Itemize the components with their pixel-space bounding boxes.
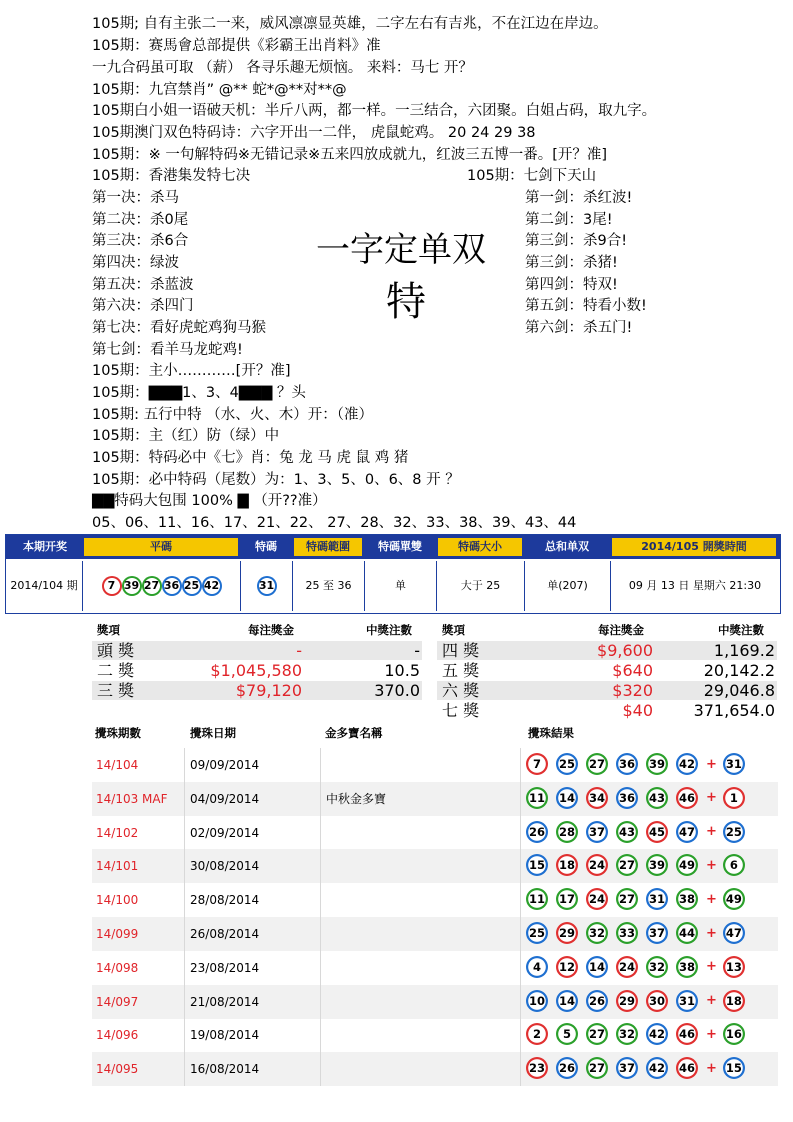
result-period: 14/101 bbox=[96, 859, 139, 874]
prize-amount: $79,120 bbox=[235, 681, 302, 700]
special-ball-icon: 49 bbox=[723, 888, 745, 910]
ball-icon: 17 bbox=[556, 888, 578, 910]
ball-icon: 28 bbox=[556, 821, 578, 843]
ball-icon: 33 bbox=[616, 922, 638, 944]
column-divider bbox=[184, 985, 185, 1019]
plus-icon: + bbox=[706, 756, 717, 772]
results-row bbox=[92, 849, 778, 883]
results-header-name: 金多寶名稱 bbox=[325, 726, 383, 740]
ball-icon: 34 bbox=[586, 787, 608, 809]
special-ball-icon: 18 bbox=[723, 990, 745, 1012]
prize-name: 六 獎 bbox=[442, 681, 480, 700]
ball-icon: 32 bbox=[586, 922, 608, 944]
column-divider bbox=[520, 849, 521, 883]
special-ball-icon: 31 bbox=[257, 576, 277, 596]
prize-left-header-amount: 每注獎金 bbox=[248, 623, 294, 637]
handwritten-char: 特 bbox=[386, 279, 426, 325]
period-cell: 2014/104 期 bbox=[6, 561, 83, 611]
ball-icon: 25 bbox=[526, 922, 548, 944]
result-period: 14/103 MAF bbox=[96, 791, 168, 806]
ball-icon: 10 bbox=[526, 990, 548, 1012]
ball-icon: 38 bbox=[676, 888, 698, 910]
right-col-5: 第四剑：特双! bbox=[525, 277, 618, 293]
prize-right-header-amount: 每注獎金 bbox=[598, 623, 644, 637]
prize-name: 四 獎 bbox=[442, 641, 480, 660]
prize-name: 頭 獎 bbox=[97, 641, 135, 660]
text-line-6: 105期澳门双色特码诗：六字开出一二伴， 虎鼠蛇鸡。 20 24 29 38 bbox=[92, 125, 536, 141]
left-col-3: 第三决：杀6合 bbox=[92, 233, 189, 249]
result-balls bbox=[526, 854, 753, 878]
column-divider bbox=[320, 951, 321, 985]
result-date: 09/09/2014 bbox=[190, 758, 260, 772]
right-col-4: 第三剑：杀猪! bbox=[525, 255, 618, 271]
ball-icon: 37 bbox=[616, 1057, 638, 1079]
result-date: 21/08/2014 bbox=[190, 994, 260, 1009]
results-row bbox=[92, 748, 778, 782]
text-line-13: 105期：特码必中《七》肖：兔 龙 马 虎 鼠 鸡 猪 bbox=[92, 450, 409, 466]
prize-count: 370.0 bbox=[374, 681, 420, 700]
plus-icon: + bbox=[706, 925, 717, 941]
left-col-8: 第七剑：看羊马龙蛇鸡! bbox=[92, 342, 243, 358]
column-divider bbox=[184, 816, 185, 850]
plus-icon: + bbox=[706, 891, 717, 907]
result-date: 23/08/2014 bbox=[190, 960, 260, 975]
result-date: 02/09/2014 bbox=[190, 825, 260, 840]
ball-icon: 14 bbox=[586, 956, 608, 978]
odd-even-cell: 单 bbox=[365, 561, 437, 611]
column-divider bbox=[184, 849, 185, 883]
ball-icon: 24 bbox=[586, 854, 608, 876]
special-ball-icon: 31 bbox=[723, 753, 745, 775]
result-balls bbox=[526, 922, 753, 946]
ball-icon: 36 bbox=[616, 787, 638, 809]
text-line-10: 105期：▇▇▇1、3、4▇▇▇ ？头 bbox=[92, 385, 306, 401]
prize-count: 20,142.2 bbox=[703, 661, 775, 680]
ball-icon: 27 bbox=[586, 1057, 608, 1079]
ball-icon: 49 bbox=[676, 854, 698, 876]
ball-icon: 12 bbox=[556, 956, 578, 978]
column-divider bbox=[320, 816, 321, 850]
ball-icon: 7 bbox=[102, 576, 122, 596]
ball-icon: 29 bbox=[556, 922, 578, 944]
column-divider bbox=[184, 748, 185, 782]
ball-icon: 44 bbox=[676, 922, 698, 944]
ball-icon: 27 bbox=[586, 753, 608, 775]
prize-right-header-count: 中獎注數 bbox=[718, 623, 764, 637]
text-line-14: 105期：必中特码（尾数）为：1、3、5、0、6、8 开 ？ bbox=[92, 472, 460, 488]
result-period: 14/095 bbox=[96, 1062, 139, 1077]
prize-count: - bbox=[414, 641, 420, 660]
result-period: 14/097 bbox=[96, 994, 139, 1009]
left-col-1: 第一决：杀马 bbox=[92, 190, 179, 206]
results-header-period: 攪珠期數 bbox=[95, 726, 141, 740]
plus-icon: + bbox=[706, 824, 717, 840]
header-special-number: 特碼 bbox=[255, 540, 277, 553]
results-row bbox=[92, 816, 778, 850]
ball-icon: 46 bbox=[676, 1023, 698, 1045]
text-line-4: 105期：九宫禁肖” @** 蛇*@**对**@ bbox=[92, 82, 347, 98]
ball-icon: 18 bbox=[556, 854, 578, 876]
column-divider bbox=[320, 1018, 321, 1052]
results-header-result: 攪珠結果 bbox=[528, 726, 574, 740]
column-divider bbox=[520, 917, 521, 951]
column-divider bbox=[520, 782, 521, 816]
column-divider bbox=[184, 782, 185, 816]
result-date: 28/08/2014 bbox=[190, 893, 260, 908]
ball-icon: 7 bbox=[526, 753, 548, 775]
prize-amount: $320 bbox=[612, 681, 653, 700]
ball-icon: 24 bbox=[586, 888, 608, 910]
column-divider bbox=[520, 816, 521, 850]
text-line-12: 105期：主（红）防（绿）中 bbox=[92, 428, 280, 444]
right-col-1: 第一剑：杀红波! bbox=[525, 190, 633, 206]
column-divider bbox=[520, 748, 521, 782]
ball-icon: 39 bbox=[646, 854, 668, 876]
info-data-row bbox=[6, 561, 780, 611]
prize-left-header-name: 獎項 bbox=[97, 623, 120, 637]
ball-icon: 36 bbox=[162, 576, 182, 596]
text-line-11: 105期: 五行中特 （水、火、木）开：（准） bbox=[92, 407, 374, 423]
prize-right-header-name: 獎項 bbox=[442, 623, 465, 637]
results-header-date: 攪珠日期 bbox=[190, 726, 236, 740]
plus-icon: + bbox=[706, 1060, 717, 1076]
text-line-3: 一九合码虽可取 （薪） 各寻乐趣无烦恼。 来料：马七 开？ bbox=[92, 60, 473, 76]
result-balls bbox=[526, 956, 753, 980]
text-line-2: 105期：赛馬會总部提供《彩霸王出肖料》准 bbox=[92, 38, 381, 54]
ball-icon: 43 bbox=[616, 821, 638, 843]
left-col-4: 第四决：绿波 bbox=[92, 255, 179, 271]
text-line-1: 105期; 自有主张二一来，威风凛凛显英雄，二字左右有吉兆，不在江边在岸边。 bbox=[92, 16, 608, 32]
left-col-5: 第五决：杀蓝波 bbox=[92, 277, 194, 293]
range-cell: 25 至 36 bbox=[293, 561, 365, 611]
special-ball-cell bbox=[241, 561, 293, 611]
ball-icon: 25 bbox=[182, 576, 202, 596]
handwritten-title: 一字定单双 bbox=[316, 230, 486, 270]
ball-icon: 26 bbox=[586, 990, 608, 1012]
ball-icon: 42 bbox=[646, 1023, 668, 1045]
prize-right-row bbox=[437, 641, 777, 660]
left-col-6: 第六决：杀四门 bbox=[92, 298, 194, 314]
header-regular-numbers: 平碼 bbox=[84, 538, 238, 556]
ball-icon: 26 bbox=[526, 821, 548, 843]
ball-icon: 36 bbox=[616, 753, 638, 775]
left-col-2: 第二决：杀0尾 bbox=[92, 212, 189, 228]
prize-name: 七 獎 bbox=[442, 701, 480, 720]
prize-amount: $640 bbox=[612, 661, 653, 680]
result-balls bbox=[526, 821, 753, 845]
prize-count: 371,654.0 bbox=[693, 701, 775, 720]
plus-icon: + bbox=[706, 959, 717, 975]
column-divider bbox=[520, 1052, 521, 1086]
column-divider bbox=[320, 917, 321, 951]
ball-icon: 14 bbox=[556, 787, 578, 809]
column-divider bbox=[320, 849, 321, 883]
prize-left-row bbox=[92, 641, 422, 660]
prize-amount: $40 bbox=[622, 701, 653, 720]
plus-icon: + bbox=[706, 1026, 717, 1042]
column-divider bbox=[520, 951, 521, 985]
result-period: 14/099 bbox=[96, 927, 139, 941]
header-special-odd-even: 特碼單雙 bbox=[378, 540, 422, 553]
plus-icon: + bbox=[706, 857, 717, 873]
special-ball-icon: 15 bbox=[723, 1057, 745, 1079]
text-line-9: 105期：主小…………[开？准] bbox=[92, 363, 291, 379]
ball-icon: 29 bbox=[616, 990, 638, 1012]
result-date: 30/08/2014 bbox=[190, 859, 260, 874]
right-col-6: 第五剑：特看小数! bbox=[525, 298, 647, 314]
result-date: 19/08/2014 bbox=[190, 1028, 260, 1043]
column-divider bbox=[320, 1052, 321, 1086]
result-balls bbox=[526, 1057, 753, 1081]
special-ball-icon: 6 bbox=[723, 854, 745, 876]
special-ball-icon: 25 bbox=[723, 821, 745, 843]
ball-icon: 25 bbox=[556, 753, 578, 775]
prize-name: 三 獎 bbox=[97, 681, 135, 700]
ball-icon: 27 bbox=[616, 854, 638, 876]
column-divider bbox=[184, 951, 185, 985]
prize-amount: $1,045,580 bbox=[210, 661, 302, 680]
ball-icon: 23 bbox=[526, 1057, 548, 1079]
ball-icon: 32 bbox=[646, 956, 668, 978]
prize-left-row bbox=[92, 681, 422, 700]
prize-count: 10.5 bbox=[384, 661, 420, 680]
ball-icon: 38 bbox=[676, 956, 698, 978]
ball-icon: 39 bbox=[122, 576, 142, 596]
column-divider bbox=[184, 1052, 185, 1086]
text-line-16: 05、06、11、16、17、21、22、 27、28、32、33、38、39、43、44 bbox=[92, 515, 577, 531]
column-divider bbox=[184, 917, 185, 951]
ball-icon: 46 bbox=[676, 1057, 698, 1079]
right-col-3: 第三剑：杀9合! bbox=[525, 233, 628, 249]
result-balls bbox=[526, 888, 753, 912]
draw-info-table bbox=[5, 534, 781, 614]
ball-icon: 14 bbox=[556, 990, 578, 1012]
prize-name: 二 獎 bbox=[97, 661, 135, 680]
results-row bbox=[92, 951, 778, 985]
result-period: 14/102 bbox=[96, 825, 139, 840]
ball-icon: 27 bbox=[142, 576, 162, 596]
prize-right-row bbox=[437, 701, 777, 720]
text-line-7: 105期：※ 一句解特码※无错记录※五来四放成就九，红波三五博一番。[开？准] bbox=[92, 147, 608, 163]
prize-name: 五 獎 bbox=[442, 661, 480, 680]
result-date: 16/08/2014 bbox=[190, 1062, 260, 1077]
size-cell: 大于 25 bbox=[437, 561, 525, 611]
result-balls bbox=[526, 787, 753, 811]
time-cell: 09 月 13 日 星期六 21:30 bbox=[628, 579, 762, 592]
ball-icon: 27 bbox=[586, 1023, 608, 1045]
result-name: 中秋金多寶 bbox=[326, 791, 387, 806]
special-ball-icon: 1 bbox=[723, 787, 745, 809]
header-next-draw-time: 2014/105 開獎時間 bbox=[612, 538, 776, 556]
ball-icon: 2 bbox=[526, 1023, 548, 1045]
result-period: 14/096 bbox=[96, 1028, 139, 1043]
ball-icon: 42 bbox=[676, 753, 698, 775]
result-date: 26/08/2014 bbox=[190, 927, 260, 941]
result-period: 14/100 bbox=[96, 893, 139, 908]
prize-left-header-count: 中獎注數 bbox=[366, 623, 412, 637]
prize-count: 29,046.8 bbox=[703, 681, 775, 700]
column-divider bbox=[520, 883, 521, 917]
sum-cell: 单(207) bbox=[525, 561, 611, 611]
column-divider bbox=[320, 883, 321, 917]
results-row bbox=[92, 883, 778, 917]
header-current-draw: 本期开奖 bbox=[23, 540, 67, 553]
prize-right-row bbox=[437, 661, 777, 680]
ball-icon: 5 bbox=[556, 1023, 578, 1045]
special-ball-icon: 13 bbox=[723, 956, 745, 978]
ball-icon: 11 bbox=[526, 888, 548, 910]
result-period: 14/098 bbox=[96, 960, 139, 975]
ball-icon: 43 bbox=[646, 787, 668, 809]
info-header-row bbox=[6, 535, 780, 559]
column-divider bbox=[320, 782, 321, 816]
prize-amount: $9,600 bbox=[597, 641, 653, 660]
prize-count: 1,169.2 bbox=[713, 641, 775, 660]
ball-icon: 15 bbox=[526, 854, 548, 876]
header-special-size: 特碼大小 bbox=[438, 538, 522, 556]
ball-icon: 42 bbox=[646, 1057, 668, 1079]
prize-right-row bbox=[437, 681, 777, 700]
ball-icon: 37 bbox=[646, 922, 668, 944]
result-balls bbox=[526, 1023, 753, 1047]
column-divider bbox=[320, 985, 321, 1019]
text-line-8-right: 105期：七剑下天山 bbox=[467, 168, 597, 184]
text-line-8: 105期：香港集发特七决 bbox=[92, 168, 251, 184]
special-ball-icon: 47 bbox=[723, 922, 745, 944]
ball-icon: 26 bbox=[556, 1057, 578, 1079]
column-divider bbox=[520, 985, 521, 1019]
ball-icon: 24 bbox=[616, 956, 638, 978]
plus-icon: + bbox=[706, 790, 717, 806]
text-line-5: 105期白小姐一语破天机：半斤八两，都一样。一三结合，六团聚。白姐占码，取九字。 bbox=[92, 103, 657, 119]
ball-icon: 11 bbox=[526, 787, 548, 809]
header-sum-odd-even: 总和单双 bbox=[545, 540, 589, 553]
column-divider bbox=[184, 883, 185, 917]
ball-icon: 27 bbox=[616, 888, 638, 910]
ball-icon: 42 bbox=[202, 576, 222, 596]
right-col-7: 第六剑：杀五门! bbox=[525, 320, 633, 336]
results-row bbox=[92, 1018, 778, 1052]
result-date: 04/09/2014 bbox=[190, 791, 260, 806]
result-balls bbox=[526, 753, 753, 777]
ball-icon: 47 bbox=[676, 821, 698, 843]
ball-icon: 4 bbox=[526, 956, 548, 978]
header-special-range: 特碼範圍 bbox=[294, 538, 362, 556]
ball-icon: 39 bbox=[646, 753, 668, 775]
column-divider bbox=[320, 748, 321, 782]
results-row bbox=[92, 782, 778, 816]
special-ball-icon: 16 bbox=[723, 1023, 745, 1045]
prize-left-row bbox=[92, 661, 422, 680]
regular-balls-cell bbox=[83, 561, 241, 611]
ball-icon: 32 bbox=[616, 1023, 638, 1045]
ball-icon: 45 bbox=[646, 821, 668, 843]
results-row bbox=[92, 917, 778, 951]
result-balls bbox=[526, 990, 753, 1014]
results-row bbox=[92, 985, 778, 1019]
ball-icon: 37 bbox=[586, 821, 608, 843]
prize-amount: - bbox=[296, 641, 302, 660]
ball-icon: 30 bbox=[646, 990, 668, 1012]
ball-icon: 46 bbox=[676, 787, 698, 809]
result-period: 14/104 bbox=[96, 758, 139, 772]
plus-icon: + bbox=[706, 993, 717, 1009]
column-divider bbox=[520, 1018, 521, 1052]
left-col-7: 第七决：看好虎蛇鸡狗马猴 bbox=[92, 320, 266, 336]
ball-icon: 31 bbox=[676, 990, 698, 1012]
text-line-15: ▇▇特码大包围 100% ▇ （开??准） bbox=[92, 493, 327, 509]
ball-icon: 31 bbox=[646, 888, 668, 910]
right-col-2: 第二剑：3尾! bbox=[525, 212, 613, 228]
results-row bbox=[92, 1052, 778, 1086]
column-divider bbox=[184, 1018, 185, 1052]
